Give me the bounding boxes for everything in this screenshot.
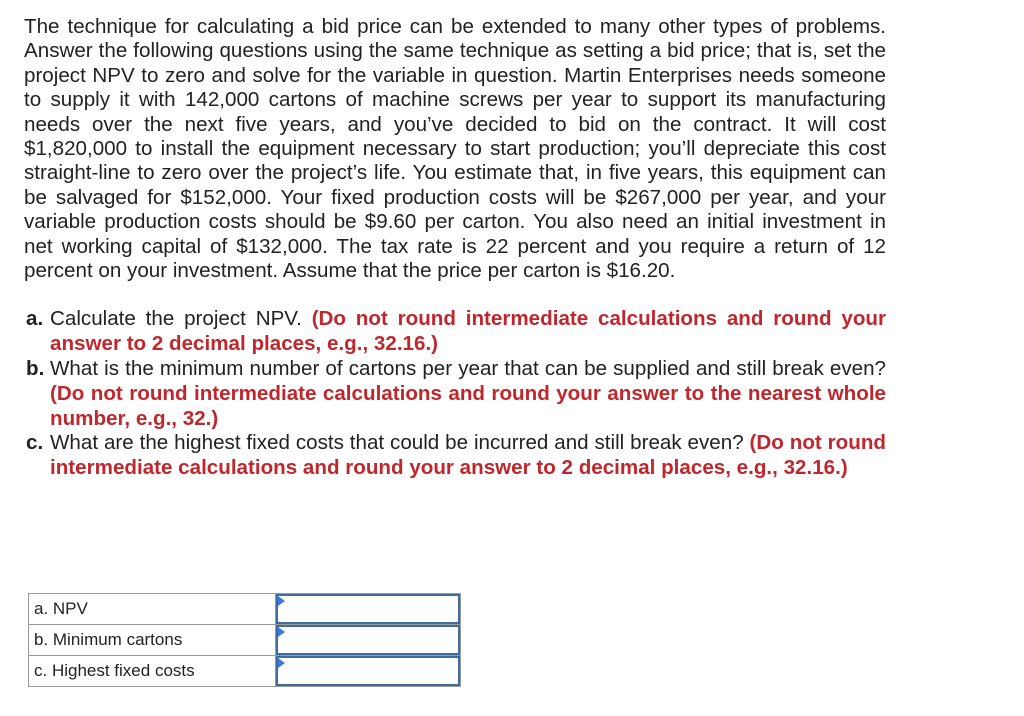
min-cartons-input[interactable] (278, 627, 458, 653)
question-list (24, 307, 886, 481)
fixed-costs-input[interactable] (278, 658, 458, 684)
answer-row-min-cartons (29, 625, 461, 656)
answer-cell (276, 656, 461, 687)
answer-label: a. NPV (29, 594, 276, 625)
flag-icon (278, 658, 285, 668)
question-text: What is the minimum number of cartons per year that can be supplied and still break even? (50, 357, 886, 381)
question-letter: b. (26, 357, 45, 381)
answer-cell (276, 625, 461, 656)
problem-statement: The technique for calculating a bid price can be extended to many other types of problems. Answer the following questions using the same technique as setting a bid price; that is, set the project NPV to zero and solve for the variable in question. Martin Enterprises needs someone to supply it with 142,000 cartons of machine screws per year to support its manufacturing needs over the next five years, and you’ve decided to bid on the contract. It will cost $1,820,000 to install the equipment necessary to start production; you’ll depreciate this cost straight-line to zero over the project’s life. You estimate that, in five years, this equipment can be salvaged for $152,000. Your fixed production costs will be $267,000 per year, and your variable production costs should be $9.60 per carton. You also need an initial investment in net working capital of $132,000. The tax rate is 22 percent and you require a return of 12 percent on your investment. Assume that the price per carton is $16.20. (24, 15, 886, 283)
question-instruction: (Do not round intermediate calculations and round your answer to the nearest whole number, e.g., 32.) (50, 381, 886, 430)
question-a (24, 307, 886, 357)
question-text: Calculate the project NPV. (50, 307, 312, 331)
flag-icon (278, 596, 285, 606)
answer-label: c. Highest fixed costs (29, 656, 276, 687)
flag-icon (278, 627, 285, 637)
question-letter: a. (26, 307, 44, 331)
answer-table (28, 593, 461, 687)
problem-content (24, 15, 886, 481)
question-text: What are the highest fixed costs that could be incurred and still break even? (50, 431, 750, 455)
question-b (24, 357, 886, 431)
min-cartons-answer-field[interactable] (276, 625, 460, 655)
question-instruction: (Do not round intermediate calculations and round your answer to 2 decimal places, e.g., 32.16.) (50, 307, 887, 356)
fixed-costs-answer-field[interactable] (276, 656, 460, 686)
answer-label: b. Minimum cartons (29, 625, 276, 656)
npv-answer-field[interactable] (276, 594, 460, 624)
answer-cell (276, 594, 461, 625)
answer-row-highest-fixed-costs (29, 656, 461, 687)
question-instruction: (Do not round intermediate calculations and round your answer to 2 decimal places, e.g., 32.16.) (50, 431, 886, 480)
question-letter: c. (26, 431, 44, 455)
answer-row-npv (29, 594, 461, 625)
question-c (24, 431, 886, 481)
npv-input[interactable] (278, 596, 458, 622)
